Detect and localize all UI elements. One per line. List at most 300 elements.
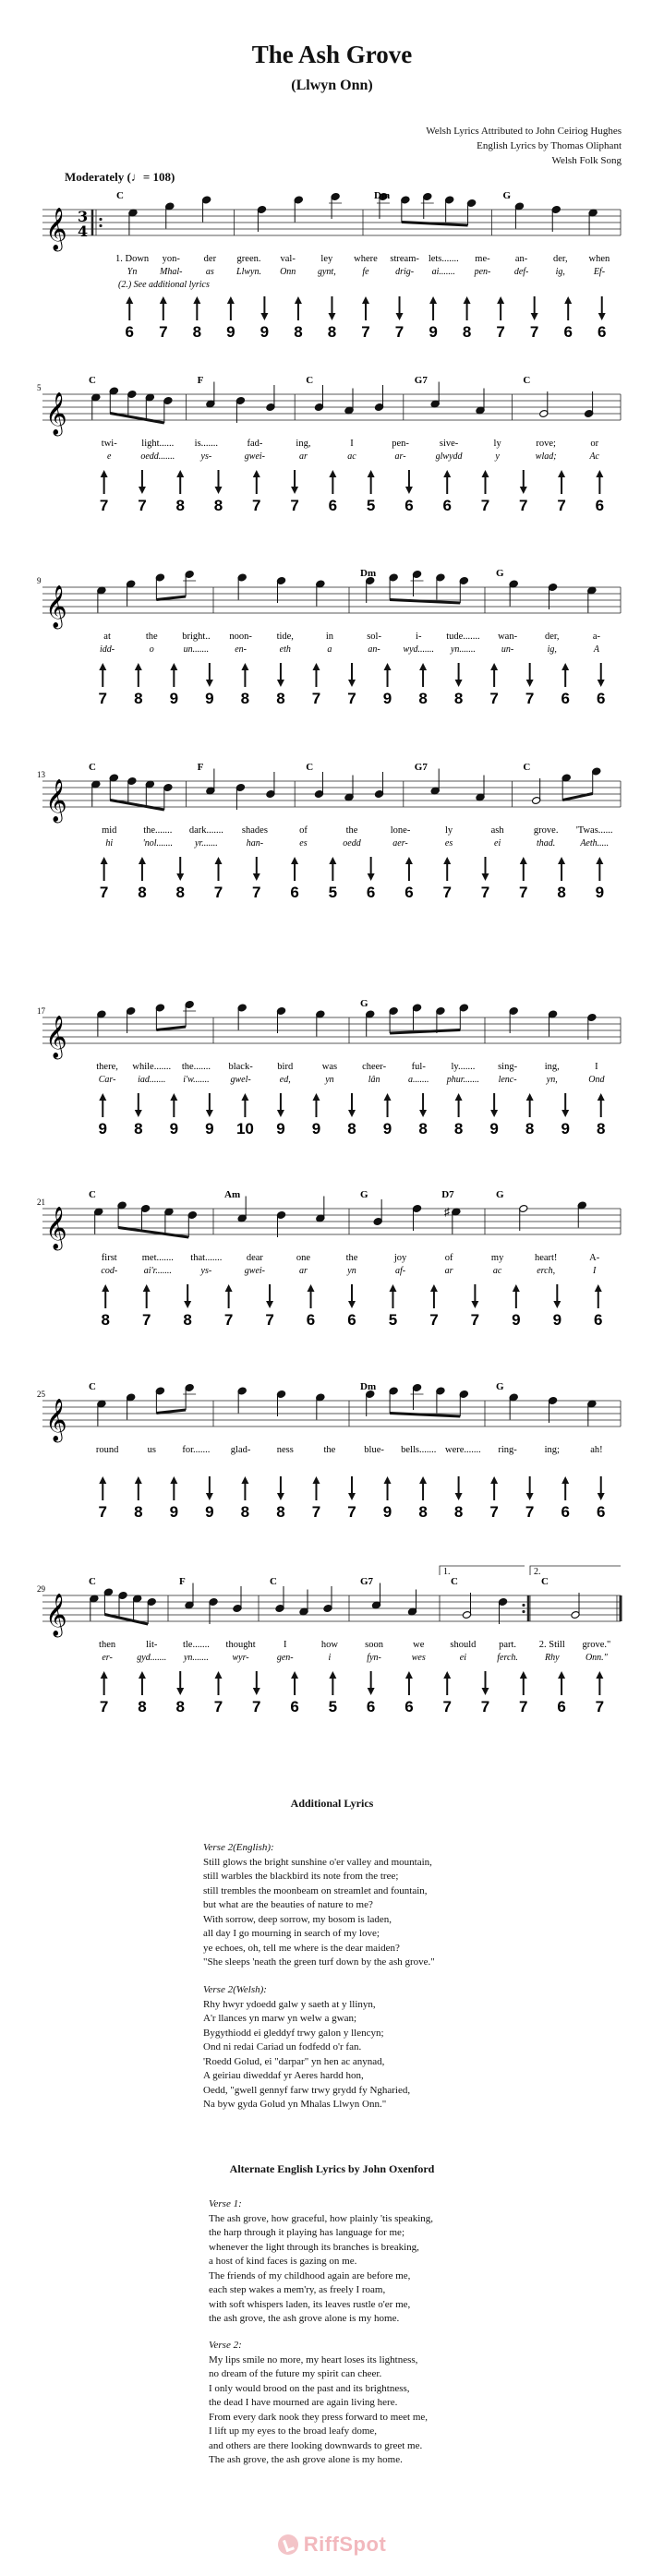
blow-arrow-icon	[520, 857, 527, 864]
verse2-english	[203, 1841, 435, 1970]
measure-number: 5	[37, 383, 42, 392]
harmonica-hole-number: 6	[404, 1698, 414, 1715]
treble-clef: 𝄞	[45, 1207, 67, 1249]
blow-arrow-icon	[384, 1476, 392, 1484]
draw-arrow-icon	[184, 1301, 191, 1308]
harmonica-hole-number: 9	[512, 1311, 521, 1329]
harmonica-hole-number: 7	[470, 1311, 480, 1329]
song-subtitle: (Llwyn Onn)	[291, 78, 373, 93]
blow-arrow-icon	[443, 470, 451, 477]
lyric-welsh: un.......	[183, 644, 210, 655]
harmonica-hole-number: 9	[276, 1120, 285, 1138]
harmonica-hole-number: 7	[347, 690, 356, 707]
measure-number: 21	[37, 1198, 45, 1207]
harmonica-hole-number: 8	[192, 323, 202, 341]
lyric-english: 1. Down	[115, 254, 150, 264]
lyric-english: ly	[493, 439, 501, 449]
lyric-english: black-	[228, 1062, 253, 1072]
lyric-welsh: ferch.	[497, 1653, 518, 1663]
lyric-line: From every dark nook they press forward to meet me,	[209, 2411, 429, 2423]
draw-arrow-icon	[348, 1493, 356, 1500]
lyric-welsh: yn.......	[183, 1653, 209, 1663]
lyric-english: ly.......	[451, 1062, 476, 1072]
chord-symbol: G	[360, 1189, 368, 1200]
lyric-line: Bygythiodd ei gleddyf trwy galon y llencyn;	[203, 2027, 384, 2039]
chord-symbol: C	[451, 1576, 458, 1587]
blow-arrow-icon	[513, 1284, 520, 1292]
harmonica-hole-number: 6	[366, 884, 376, 901]
blow-arrow-icon	[99, 663, 106, 670]
lyric-welsh: af-	[394, 1266, 406, 1276]
lyric-english: dear	[246, 1253, 263, 1263]
blow-arrow-icon	[241, 663, 248, 670]
harmonica-hole-number: 8	[347, 1120, 356, 1138]
credit-line: Welsh Folk Song	[551, 155, 622, 166]
blow-arrow-icon	[135, 663, 142, 670]
lyric-english: I	[350, 439, 354, 449]
lyric-line: whenever the light through its branches is breaking,	[209, 2241, 419, 2253]
chord-symbol: G	[502, 190, 512, 201]
blow-arrow-icon	[291, 857, 298, 864]
lyric-line: Oedd, "gwell gennyf farw trwy grydd fy Ngharied,	[203, 2084, 411, 2096]
harmonica-hole-number: 8	[294, 323, 303, 341]
time-signature-bottom: 4	[78, 223, 89, 240]
harmonica-hole-number: 9	[561, 1120, 570, 1138]
harmonica-hole-number: 7	[442, 884, 452, 901]
harmonica-hole-number: 9	[429, 323, 438, 341]
harmonica-hole-number: 7	[519, 1698, 528, 1715]
lyric-english: the	[345, 1253, 358, 1263]
lyric-welsh: drig-	[395, 267, 415, 277]
lyric-line: ye echoes, oh, tell me where is the dear maiden?	[203, 1942, 400, 1954]
harmonica-hole-number: 9	[98, 1120, 108, 1138]
blow-arrow-icon	[329, 1671, 336, 1679]
chord-symbol: D7	[441, 1189, 454, 1200]
lyric-welsh: A	[593, 644, 599, 655]
ending-number: 2.	[534, 1567, 541, 1577]
treble-clef: 𝄞	[45, 1016, 67, 1058]
lyric-welsh: a	[327, 644, 332, 655]
lyric-line: a host of kind faces is gazing on me.	[209, 2256, 357, 2267]
draw-arrow-icon	[135, 1110, 142, 1117]
blow-arrow-icon	[295, 296, 302, 304]
harmonica-hole-number: 9	[205, 1503, 214, 1521]
harmonica-hole-number: 7	[213, 1698, 223, 1715]
lyric-welsh: fyn-	[367, 1653, 381, 1663]
draw-arrow-icon	[206, 1110, 213, 1117]
draw-arrow-icon	[520, 487, 527, 494]
lyric-line: Ond ni redai Cariad un fodfedd o'r fan.	[203, 2041, 362, 2052]
harmonica-hole-number: 8	[557, 884, 566, 901]
harmonica-hole-number: 8	[240, 1503, 250, 1521]
treble-clef: 𝄞	[45, 779, 67, 822]
measure-number: 29	[37, 1584, 45, 1594]
harmonica-hole-number: 6	[561, 690, 570, 707]
chord-symbol: Am	[224, 1189, 241, 1200]
lyric-welsh: phur.......	[446, 1075, 480, 1085]
beam	[156, 596, 186, 600]
lyric-english: heart!	[534, 1253, 558, 1263]
sharp-sign: ♯	[443, 1205, 450, 1219]
harmonica-hole-number: 8	[453, 1503, 464, 1521]
lyric-welsh: ys-	[200, 451, 212, 462]
beam	[118, 1228, 188, 1238]
lyric-welsh: gwel-	[230, 1075, 251, 1085]
harmonica-hole-number: 7	[489, 690, 499, 707]
lyric-english: ness	[276, 1445, 294, 1455]
chord-symbol: C	[523, 375, 531, 386]
harmonica-hole-number: 7	[98, 1503, 108, 1521]
harmonica-hole-number: 7	[213, 884, 223, 901]
treble-clef: 𝄞	[45, 392, 67, 435]
beam	[156, 1410, 186, 1414]
lyric-english: wan-	[498, 632, 518, 642]
blow-arrow-icon	[101, 470, 108, 477]
blow-arrow-icon	[455, 1093, 463, 1101]
harmonica-hole-number: 7	[99, 1698, 109, 1715]
harmonica-hole-number: 7	[252, 497, 261, 514]
verse-label: Verse 1:	[209, 2198, 242, 2209]
lyric-welsh: Ac	[589, 451, 600, 462]
blow-arrow-icon	[312, 1476, 320, 1484]
harmonica-hole-number: 8	[175, 884, 185, 901]
blow-arrow-icon	[482, 470, 489, 477]
chord-symbol: C	[89, 1381, 96, 1392]
lyric-english: we	[413, 1640, 425, 1650]
lyric-english: shades	[241, 825, 268, 836]
chord-symbol: C	[523, 762, 531, 773]
draw-arrow-icon	[598, 680, 605, 687]
lyric-welsh: es	[299, 838, 308, 849]
lyric-welsh: lenc-	[498, 1075, 517, 1085]
draw-arrow-icon	[419, 1110, 427, 1117]
lyric-english: ing,	[544, 1062, 560, 1072]
draw-arrow-icon	[348, 1110, 356, 1117]
lyric-welsh: gwei-	[244, 451, 266, 462]
lyric-english: 2. Still	[538, 1640, 565, 1650]
repeat-dot	[99, 224, 102, 227]
chord-symbol: C	[89, 375, 96, 386]
lyric-line: Rhy hwyr ydoedd galw y saeth at y llinyn,	[203, 1998, 376, 2010]
lyric-english: cheer-	[362, 1062, 387, 1072]
harmonica-hole-number: 6	[442, 497, 452, 514]
harmonica-hole-number: 7	[442, 1698, 452, 1715]
blow-arrow-icon	[443, 1671, 451, 1679]
lyric-english: while.......	[132, 1062, 172, 1072]
beam	[104, 1615, 148, 1625]
draw-arrow-icon	[526, 680, 534, 687]
harmonica-hole-number: 6	[595, 497, 605, 514]
harmonica-hole-number: 8	[462, 323, 472, 341]
chord-symbol: C	[541, 1576, 549, 1587]
chord-symbol: F	[197, 375, 204, 386]
harmonica-hole-number: 6	[594, 1311, 603, 1329]
chord-symbol: C	[89, 762, 96, 773]
lyric-english: stream-	[390, 254, 419, 264]
verse-lines	[203, 1998, 410, 2113]
lyric-line: the dead I have mourned are again living here.	[209, 2397, 398, 2408]
time-signature-top: 3	[78, 208, 89, 225]
blow-arrow-icon	[102, 1284, 109, 1292]
blow-arrow-icon	[99, 1476, 106, 1484]
repeat-dot	[99, 218, 102, 221]
verse-label: Verse 2(English):	[203, 1842, 274, 1853]
harmonica-hole-number: 6	[563, 323, 573, 341]
harmonica-hole-number: 8	[101, 1311, 110, 1329]
lyric-english: yon-	[162, 254, 180, 264]
harmonica-hole-number: 8	[327, 323, 337, 341]
lyric-english: tide,	[276, 632, 294, 642]
harmonica-hole-number: 9	[382, 1120, 392, 1138]
footer-logo[interactable]	[0, 2533, 664, 2557]
draw-arrow-icon	[266, 1301, 273, 1308]
harmonica-hole-number: 7	[557, 497, 566, 514]
lyric-line: A'r llances yn marw yn welw a gwan;	[203, 2013, 357, 2024]
harmonica-hole-number: 7	[429, 1311, 439, 1329]
blow-arrow-icon	[176, 470, 184, 477]
lyric-welsh: ar	[299, 451, 308, 462]
lyric-line: Na byw gyda Golud yn Mhalas Llwyn Onn."	[203, 2099, 387, 2110]
blow-arrow-icon	[384, 663, 392, 670]
lyric-english: blue-	[364, 1445, 384, 1455]
lyric-english: lone-	[390, 825, 411, 836]
lyric-welsh: Ef-	[593, 267, 606, 277]
harmonica-hole-number: 9	[169, 1503, 179, 1521]
draw-arrow-icon	[176, 873, 184, 881]
draw-arrow-icon	[277, 1110, 284, 1117]
harmonica-hole-number: 7	[519, 497, 528, 514]
blow-arrow-icon	[225, 1284, 233, 1292]
blow-arrow-icon	[405, 857, 413, 864]
draw-arrow-icon	[291, 487, 298, 494]
chord-symbol: Dm	[360, 1381, 377, 1392]
lyric-english: ly	[445, 825, 453, 836]
draw-arrow-icon	[260, 313, 268, 320]
lyric-english: the	[345, 825, 358, 836]
lyric-line: each step wakes a mem'ry, as freely I roam,	[209, 2284, 386, 2295]
lyric-english: us	[147, 1445, 156, 1455]
harmonica-hole-number: 7	[138, 497, 147, 514]
lyric-line: but what are the beauties of nature to me?	[203, 1899, 373, 1910]
harmonica-hole-number: 6	[597, 323, 607, 341]
lyric-welsh: oedd.......	[140, 451, 175, 462]
harmonica-hole-number: 7	[290, 497, 299, 514]
lyric-welsh: iad.......	[138, 1075, 166, 1085]
lyric-welsh: wyr-	[232, 1653, 249, 1663]
draw-arrow-icon	[139, 487, 146, 494]
harmonica-hole-number: 8	[183, 1311, 192, 1329]
verse-lines	[209, 2353, 428, 2468]
lyric-english: fad-	[247, 439, 263, 449]
repeat-dot	[522, 1604, 525, 1607]
blow-arrow-icon	[312, 663, 320, 670]
lyric-english: lets.......	[428, 254, 459, 264]
harmonica-hole-number: 9	[205, 690, 214, 707]
blow-arrow-icon	[291, 1671, 298, 1679]
chord-symbol: C	[306, 375, 314, 386]
lyric-welsh: es	[444, 838, 453, 849]
harmonica-hole-number: 7	[311, 1503, 321, 1521]
harmonica-hole-number: 8	[525, 1120, 535, 1138]
draw-arrow-icon	[490, 1110, 498, 1117]
harmonica-hole-number: 5	[388, 1311, 398, 1329]
harmonica-hole-number: 6	[596, 1503, 606, 1521]
lyric-welsh: ar	[299, 1266, 308, 1276]
verse-label: Verse 2(Welsh):	[203, 1984, 267, 1995]
harmonica-hole-number: 7	[99, 884, 109, 901]
blow-arrow-icon	[443, 857, 451, 864]
lyric-line: With sorrow, deep sorrow, my bosom is laden,	[203, 1913, 392, 1925]
lyric-english: the.......	[143, 825, 173, 836]
lyric-welsh: yn	[325, 1075, 334, 1085]
lyric-welsh: han-	[246, 838, 264, 849]
lyric-welsh: ei	[459, 1653, 467, 1663]
harmonica-hole-number: 7	[480, 884, 490, 901]
blow-arrow-icon	[596, 470, 603, 477]
blow-arrow-icon	[526, 1093, 534, 1101]
lyric-english: in	[325, 632, 334, 642]
lyric-line: The ash grove, the ash grove alone is my home.	[209, 2454, 403, 2465]
harmonica-hole-number: 6	[561, 1503, 570, 1521]
lyric-english: then	[99, 1640, 116, 1650]
lyric-line: the harp through it playing has language for me;	[209, 2227, 404, 2238]
draw-arrow-icon	[253, 1688, 260, 1695]
lyric-welsh: ig,	[547, 644, 557, 655]
lyric-welsh: eth	[279, 644, 291, 655]
lyric-english: ash	[490, 825, 504, 836]
lyric-line: I lift up my eyes to the broad leafy dome,	[209, 2426, 378, 2437]
treble-clef: 𝄞	[45, 208, 67, 250]
lyric-welsh: Aeth.....	[580, 838, 610, 849]
harmonica-hole-number: 8	[175, 1698, 185, 1715]
chord-symbol: G7	[414, 762, 428, 773]
lyric-english: met.......	[141, 1253, 174, 1263]
lyric-welsh: ac	[347, 451, 356, 462]
beam	[156, 1027, 186, 1030]
lyric-english: glad-	[230, 1445, 251, 1455]
lyric-english: I	[284, 1640, 287, 1650]
blow-arrow-icon	[558, 1671, 565, 1679]
lyric-line: The ash grove, how graceful, how plainly 'tis speaking,	[209, 2212, 434, 2224]
lyric-english: was	[321, 1062, 338, 1072]
lyric-english: der,	[544, 632, 560, 642]
draw-arrow-icon	[277, 680, 284, 687]
blow-arrow-icon	[170, 663, 177, 670]
lyric-welsh: thad.	[537, 838, 556, 849]
harmonica-hole-number: 6	[347, 1311, 356, 1329]
lyric-english: tude.......	[446, 632, 480, 642]
harmonica-hole-number: 7	[265, 1311, 274, 1329]
lyric-english: first	[101, 1253, 117, 1263]
blow-arrow-icon	[329, 857, 336, 864]
lyric-english: bird	[277, 1062, 294, 1072]
blow-arrow-icon	[596, 857, 603, 864]
lyric-line: all day I go mourning in search of my love;	[203, 1928, 380, 1939]
lyric-line: no dream of the future my spirit can cheer.	[209, 2368, 382, 2379]
lyric-welsh: ar-	[394, 451, 406, 462]
harmonica-hole-number: 8	[453, 1120, 464, 1138]
blow-arrow-icon	[135, 1476, 142, 1484]
lyric-welsh: fe	[362, 267, 369, 277]
harmonica-hole-number: 7	[394, 323, 404, 341]
harmonica-hole-number: 8	[213, 497, 223, 514]
lyric-english: der,	[552, 254, 568, 264]
verse-lines	[203, 1856, 435, 1970]
chord-symbol: G	[496, 568, 504, 579]
lyric-welsh: Onn."	[585, 1653, 608, 1663]
harmonica-hole-number: 9	[489, 1120, 499, 1138]
lyric-welsh: aer-	[392, 838, 408, 849]
harmonica-hole-number: 10	[235, 1120, 254, 1138]
treble-clef: 𝄞	[45, 1399, 67, 1441]
harmonica-hole-number: 7	[252, 1698, 261, 1715]
harmonica-hole-number: 7	[311, 690, 321, 707]
lyric-welsh: yr.......	[194, 838, 218, 849]
lyric-english: an-	[514, 254, 528, 264]
blow-arrow-icon	[101, 857, 108, 864]
blow-arrow-icon	[253, 470, 260, 477]
harmonica-hole-number: 6	[290, 884, 299, 901]
chord-symbol: C	[270, 1576, 277, 1587]
lyric-welsh: oedd	[343, 838, 361, 849]
harmonica-hole-number: 7	[480, 497, 490, 514]
lyric-english: how	[320, 1640, 338, 1650]
harmonica-hole-number: 6	[306, 1311, 316, 1329]
blow-arrow-icon	[143, 1284, 151, 1292]
alt-verse2	[209, 2339, 428, 2468]
beam	[110, 800, 164, 811]
lyric-welsh: Yn	[127, 267, 138, 277]
lyric-english: grove."	[582, 1640, 611, 1650]
lyric-welsh: yn,	[546, 1075, 558, 1085]
blow-arrow-icon	[430, 1284, 438, 1292]
blow-arrow-icon	[312, 1093, 320, 1101]
chord-symbol: C	[89, 1189, 96, 1200]
lyric-english: that.......	[190, 1253, 223, 1263]
draw-arrow-icon	[206, 680, 213, 687]
lyric-welsh: yn	[347, 1266, 356, 1276]
blow-arrow-icon	[362, 296, 369, 304]
chord-symbol: Dm	[360, 568, 377, 579]
lyric-welsh: y	[495, 451, 500, 462]
harmonica-hole-number: 5	[328, 884, 338, 901]
lyric-english: i-	[416, 632, 422, 642]
tempo-marking: Moderately (♩= 108)	[65, 170, 175, 184]
lyric-english: where	[354, 254, 378, 264]
alternate-lyrics-heading: Alternate English Lyrics by John Oxenford	[229, 2162, 435, 2175]
harmonica-hole-number: 6	[328, 497, 338, 514]
lyric-english: green.	[236, 254, 261, 264]
harmonica-hole-number: 7	[99, 497, 109, 514]
harmonica-hole-number: 7	[519, 884, 528, 901]
verse2-welsh	[203, 1983, 410, 2113]
blow-arrow-icon	[595, 1284, 602, 1292]
harmonica-hole-number: 7	[159, 323, 168, 341]
blow-arrow-icon	[389, 1284, 396, 1292]
blow-arrow-icon	[139, 1671, 146, 1679]
lyric-welsh: ai'r.......	[143, 1266, 172, 1276]
draw-arrow-icon	[531, 313, 538, 320]
harmonica-hole-number: 9	[382, 1503, 392, 1521]
harmonica-hole-number: 7	[480, 1698, 490, 1715]
harmonica-hole-number: 6	[404, 884, 414, 901]
lyric-english: my	[490, 1253, 504, 1263]
ending-bracket	[440, 1566, 525, 1575]
lyric-english: round	[95, 1445, 119, 1455]
lyric-english: soon	[365, 1640, 384, 1650]
harmonica-hole-number: 8	[240, 690, 250, 707]
lyric-line: My lips smile no more, my heart loses its lightness,	[209, 2353, 418, 2365]
